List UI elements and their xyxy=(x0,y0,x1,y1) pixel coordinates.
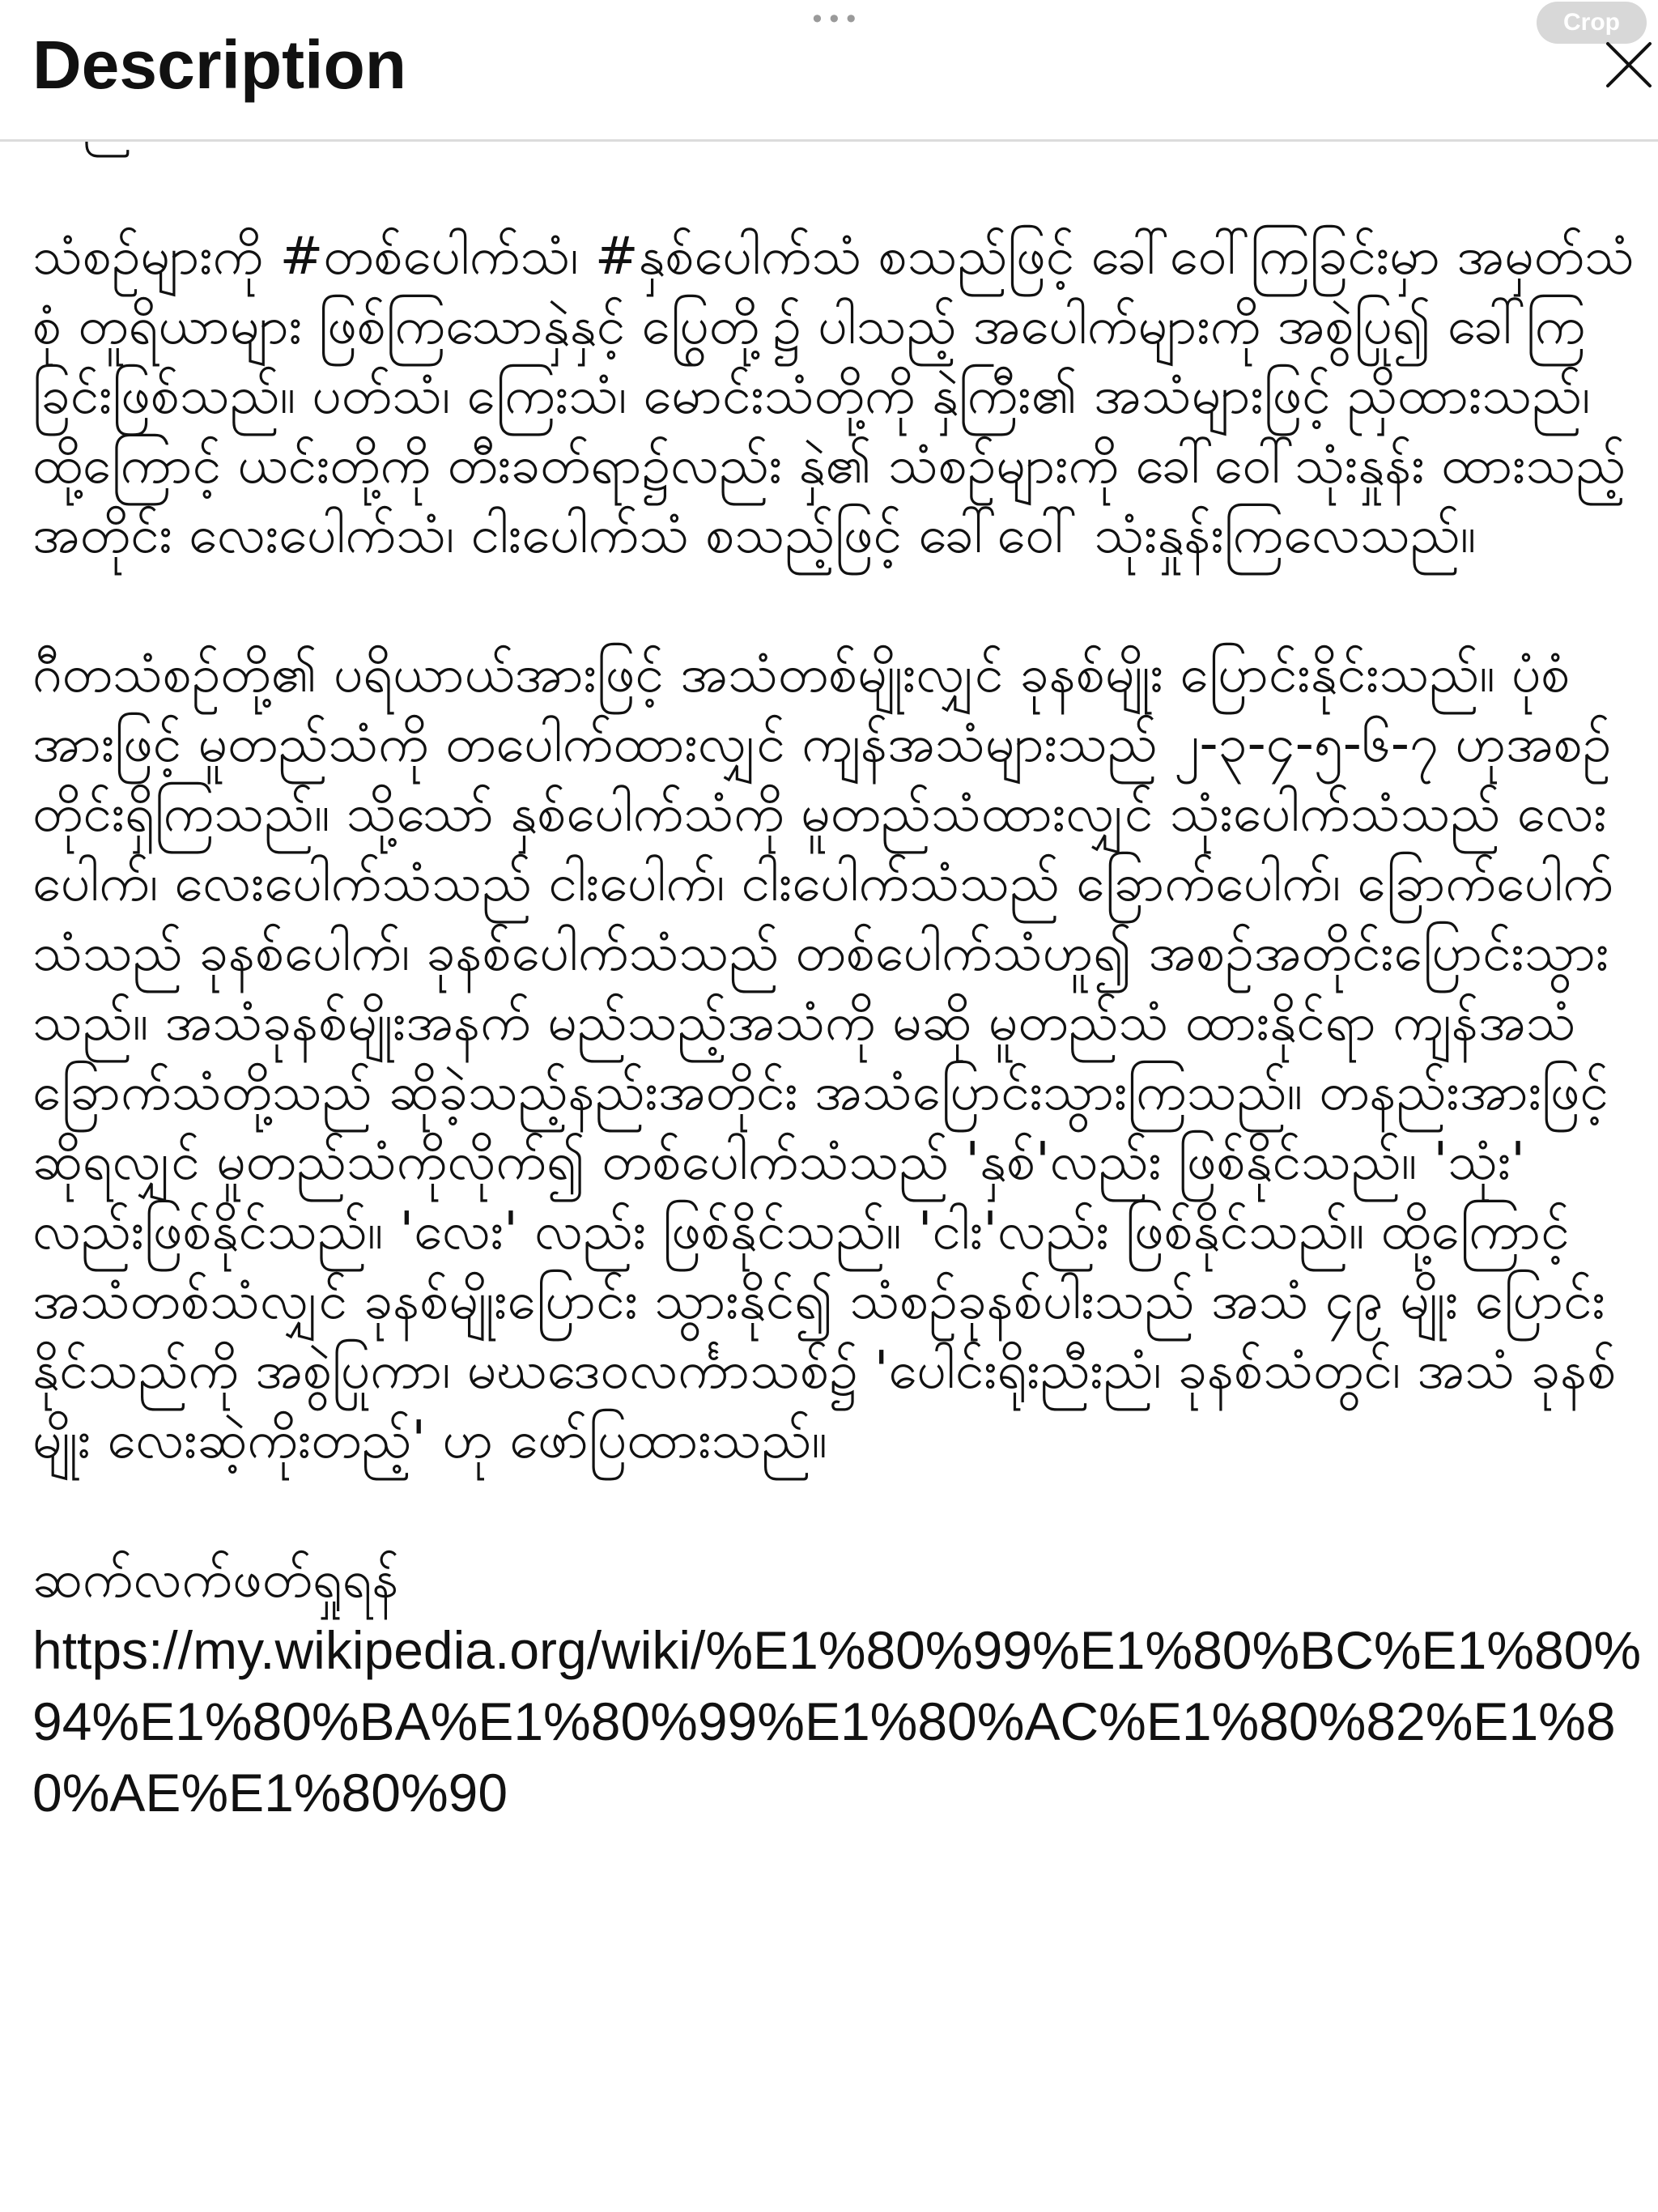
description-header xyxy=(0,0,1658,142)
page-title: Description xyxy=(32,27,407,103)
description-paragraph-1: သံစဉ်များကို #တစ်ပေါက်သံ၊ #နှစ်ပေါက်သံ စသည်ဖြင့် ခေါ်ဝေါ်ကြခြင်းမှာ အမှတ်သံစုံ တူရိယာများ ဖြစ်ကြသောနှဲနှင့် ပြွေတို့၌ ပါသည့် အပေါက်များကို အစွဲပြု၍ ခေါ်ကြခြင်းဖြစ်သည်။ ပတ်သံ၊ ကြေးသံ၊ မောင်းသံတို့ကို နှဲကြီး၏ အသံများဖြင့် ညှိထားသည်၊ ထို့ကြောင့် ယင်းတို့ကို တီးခတ်ရာ၌လည်း နှဲ၏ သံစဉ်များကို ခေါ်ဝေါ်သုံးနှုန်း ထားသည့်အတိုင်း လေးပေါက်သံ၊ ငါးပေါက်သံ စသည့်ဖြင့် ခေါ်ဝေါ် သုံးနှုန်းကြလေသည်။ xyxy=(32,227,1635,565)
crop-button[interactable]: Crop xyxy=(1537,2,1647,44)
close-button[interactable] xyxy=(1603,39,1655,91)
wikipedia-link[interactable]: https://my.wikipedia.org/wiki/%E1%80%99%E1%80%BC%E1%80%94%E1%80%BA%E1%80%99%E1%80%AC%E1%80%82%E1%80%AE%E1%80%90 xyxy=(32,1620,1642,1823)
close-icon xyxy=(1603,39,1655,91)
drag-handle-icon[interactable]: ••• xyxy=(810,4,861,35)
description-paragraph-2: ဂီတသံစဉ်တို့၏ ပရိယာယ်အားဖြင့် အသံတစ်မျိုးလျှင် ခုနစ်မျိုး ပြောင်းနိုင်းသည်။ ပုံစံအားဖြင့် မူတည်သံကို တပေါက်ထားလျှင် ကျန်အသံများသည် ၂-၃-၄-၅-၆-၇ ဟုအစဉ်တိုင်းရှိကြသည်။ သို့သော် နှစ်ပေါက်သံကို မူတည်သံထားလျှင် သုံးပေါက်သံသည် လေးပေါက်၊ လေးပေါက်သံသည် ငါးပေါက်၊ ငါးပေါက်သံသည် ခြောက်ပေါက်၊ ခြောက်ပေါက်သံသည် ခုနစ်ပေါက်၊ ခုနစ်ပေါက်သံသည် တစ်ပေါက်သံဟူ၍ အစဉ်အတိုင်းပြောင်းသွားသည်။ အသံခုနစ်မျိုးအနက် မည်သည့်အသံကို မဆို မူတည်သံ ထားနိုင်ရာ ကျန်အသံခြောက်သံတို့သည် ဆိုခဲ့သည့်နည်းအတိုင်း အသံပြောင်းသွားကြသည်။ တနည်းအားဖြင့် ဆိုရလျှင် မူတည်သံကိုလိုက်၍ တစ်ပေါက်သံသည် 'နှစ်'လည်း ဖြစ်နိုင်သည်။ 'သုံး' လည်းဖြစ်နိုင်သည်။ 'လေး' လည်း ဖြစ်နိုင်သည်။ 'ငါး'လည်း ဖြစ်နိုင်သည်။ ထို့ကြောင့် အသံတစ်သံလျှင် ခုနစ်မျိုးပြောင်း သွားနိုင်၍ သံစဉ်ခုနစ်ပါးသည် အသံ ၄၉ မျိုး ပြောင်းနိုင်သည်ကို အစွဲပြုကာ၊ မဃဒေဝလင်္ကာသစ်၌ 'ပေါင်းရိုးညီးညံ၊ ခုနစ်သံတွင်၊ အသံ ခုနစ်မျိုး လေးဆဲ့ကိုးတည့်' ဟု ဖော်ပြထားသည်။ xyxy=(32,644,1617,1470)
description-content[interactable] xyxy=(32,139,1643,2212)
see-also-label: ဆက်လက်ဖတ်ရှုရန် xyxy=(32,1550,399,1610)
